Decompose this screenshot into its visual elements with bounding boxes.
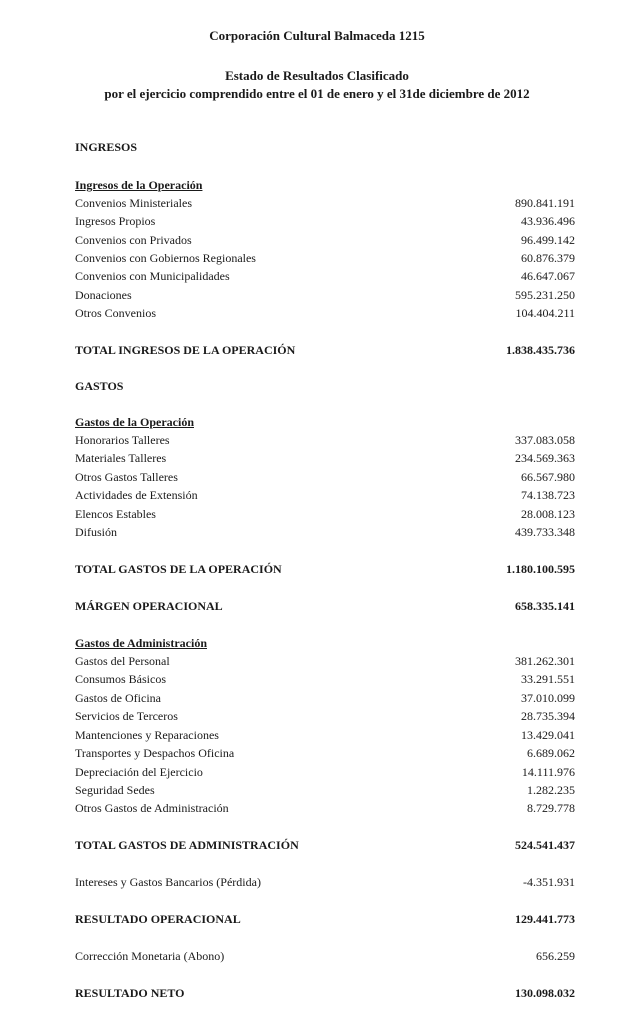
list-item <box>75 672 575 688</box>
gastos-heading: GASTOS <box>75 379 124 393</box>
list-item <box>75 233 575 249</box>
list-item <box>75 451 575 467</box>
item-value: 33.291.551 <box>521 672 575 686</box>
item-label: Ingresos Propios <box>75 214 156 228</box>
list-item <box>75 691 575 707</box>
list-item <box>75 525 575 541</box>
item-value: 890.841.191 <box>515 196 575 210</box>
intereses-label: Intereses y Gastos Bancarios (Pérdida) <box>75 875 261 889</box>
list-item <box>75 306 575 322</box>
item-value: 60.876.379 <box>521 251 575 265</box>
item-value: 28.008.123 <box>521 507 575 521</box>
total-ingresos-row <box>75 343 575 359</box>
total-label: TOTAL INGRESOS DE LA OPERACIÓN <box>75 343 296 357</box>
item-label: Otros Gastos de Administración <box>75 801 229 815</box>
list-item <box>75 709 575 725</box>
item-label: Convenios con Privados <box>75 233 192 247</box>
intereses-row <box>75 875 575 891</box>
item-label: Convenios con Gobiernos Regionales <box>75 251 256 265</box>
resultado-operacional-label: RESULTADO OPERACIONAL <box>75 912 241 926</box>
margen-value: 658.335.141 <box>515 599 575 613</box>
intereses-value: -4.351.931 <box>523 875 575 889</box>
item-label: Otros Gastos Talleres <box>75 470 178 484</box>
list-item <box>75 765 575 781</box>
resultado-operacional-row <box>75 912 575 928</box>
item-value: 439.733.348 <box>515 525 575 539</box>
item-value: 66.567.980 <box>521 470 575 484</box>
list-item <box>75 288 575 304</box>
gastos-subheading: Gastos de la Operación <box>75 415 194 429</box>
item-label: Actividades de Extensión <box>75 488 198 502</box>
item-label: Depreciación del Ejercicio <box>75 765 203 779</box>
item-label: Seguridad Sedes <box>75 783 155 797</box>
total-admin-row <box>75 838 575 854</box>
list-item <box>75 654 575 670</box>
item-value: 8.729.778 <box>527 801 575 815</box>
item-value: 234.569.363 <box>515 451 575 465</box>
item-label: Otros Convenios <box>75 306 156 320</box>
total-label: TOTAL GASTOS DE ADMINISTRACIÓN <box>75 838 299 852</box>
correccion-row <box>75 949 575 965</box>
list-item <box>75 801 575 817</box>
item-label: Mantenciones y Reparaciones <box>75 728 219 742</box>
item-value: 46.647.067 <box>521 269 575 283</box>
item-value: 104.404.211 <box>515 306 575 320</box>
list-item <box>75 746 575 762</box>
list-item <box>75 728 575 744</box>
total-gastos-row <box>75 562 575 578</box>
list-item <box>75 196 575 212</box>
resultado-neto-label: RESULTADO NETO <box>75 986 185 1000</box>
resultado-neto-row <box>75 986 575 1002</box>
ingresos-heading: INGRESOS <box>75 140 138 154</box>
item-value: 37.010.099 <box>521 691 575 705</box>
list-item <box>75 433 575 449</box>
item-value: 14.111.976 <box>521 765 575 779</box>
total-value: 1.180.100.595 <box>506 562 575 576</box>
item-value: 13.429.041 <box>521 728 575 742</box>
item-label: Transportes y Despachos Oficina <box>75 746 235 760</box>
list-item <box>75 488 575 504</box>
item-value: 6.689.062 <box>527 746 575 760</box>
item-label: Materiales Talleres <box>75 451 167 465</box>
list-item <box>75 214 575 230</box>
item-value: 74.138.723 <box>521 488 575 502</box>
item-value: 381.262.301 <box>515 654 575 668</box>
item-label: Servicios de Terceros <box>75 709 178 723</box>
correccion-label: Corrección Monetaria (Abono) <box>75 949 225 963</box>
list-item <box>75 507 575 523</box>
list-item <box>75 269 575 285</box>
list-item <box>75 251 575 267</box>
margen-label: MÁRGEN OPERACIONAL <box>75 599 223 613</box>
admin-subheading: Gastos de Administración <box>75 636 208 650</box>
item-label: Convenios con Municipalidades <box>75 269 230 283</box>
organization-name: Corporación Cultural Balmaceda 1215 <box>209 28 425 43</box>
list-item <box>75 783 575 799</box>
total-value: 1.838.435.736 <box>506 343 575 357</box>
statement-period: por el ejercicio comprendido entre el 01 de enero y el 31de diciembre de 2012 <box>104 86 530 101</box>
correccion-value: 656.259 <box>536 949 575 963</box>
resultado-operacional-value: 129.441.773 <box>515 912 575 926</box>
item-label: Convenios Ministeriales <box>75 196 192 210</box>
item-label: Honorarios Talleres <box>75 433 170 447</box>
ingresos-subheading: Ingresos de la Operación <box>75 178 203 192</box>
item-value: 43.936.496 <box>521 214 575 228</box>
margen-row <box>75 599 575 615</box>
item-value: 96.499.142 <box>521 233 575 247</box>
item-label: Gastos de Oficina <box>75 691 161 705</box>
item-label: Donaciones <box>75 288 132 302</box>
item-label: Elencos Estables <box>75 507 156 521</box>
item-value: 28.735.394 <box>521 709 575 723</box>
item-value: 1.282.235 <box>527 783 575 797</box>
resultado-neto-value: 130.098.032 <box>515 986 575 1000</box>
total-label: TOTAL GASTOS DE LA OPERACIÓN <box>75 562 282 576</box>
item-value: 595.231.250 <box>515 288 575 302</box>
item-label: Consumos Básicos <box>75 672 167 686</box>
item-label: Gastos del Personal <box>75 654 170 668</box>
item-label: Difusión <box>75 525 117 539</box>
list-item <box>75 470 575 486</box>
total-value: 524.541.437 <box>515 838 575 852</box>
statement-title: Estado de Resultados Clasificado <box>225 68 409 83</box>
item-value: 337.083.058 <box>515 433 575 447</box>
